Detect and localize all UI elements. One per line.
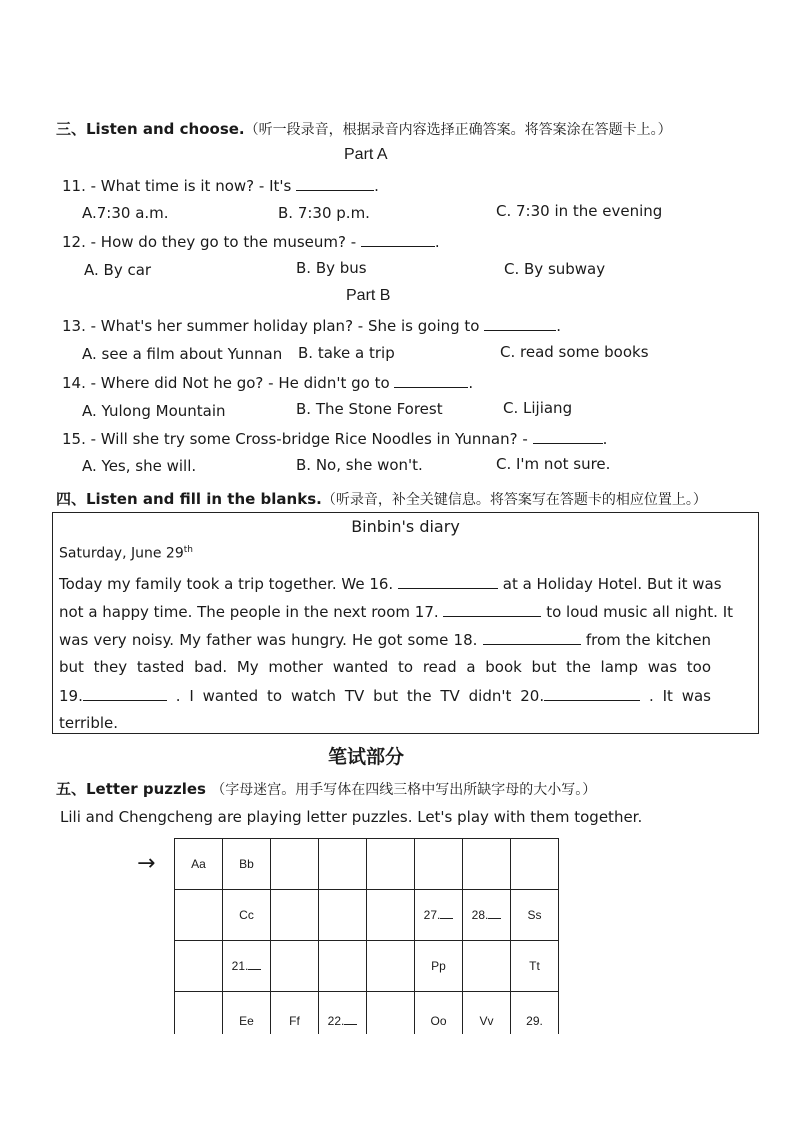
blank-19[interactable] [83, 686, 167, 701]
diary-date: Saturday, June 29th [59, 545, 193, 562]
answer-blank-15[interactable] [533, 429, 603, 444]
grid-cell [367, 992, 415, 1035]
q11-option-a: A.7:30 a.m. [82, 204, 169, 222]
grid-cell [175, 941, 223, 992]
q12-option-b: B. By bus [296, 259, 367, 277]
grid-cell [367, 941, 415, 992]
q15-option-c: C. I'm not sure. [496, 455, 611, 473]
grid-cell: Oo [415, 992, 463, 1035]
question-15: 15. - Will she try some Cross-bridge Rice Noodles in Yunnan? - . [62, 430, 608, 448]
grid-cell-29[interactable]: 29. [511, 992, 559, 1035]
grid-cell: Ee [223, 992, 271, 1035]
grid-cell: Tt [511, 941, 559, 992]
diary-title: Binbin's diary [351, 517, 460, 536]
grid-cell-21[interactable]: 21. [223, 941, 271, 992]
grid-cell [463, 839, 511, 890]
section5-note: （字母迷宫。用手写体在四线三格中写出所缺字母的大小写。） [211, 782, 597, 798]
section4-heading: 四、Listen and fill in the blanks.（听录音，补全关键信息。将答案写在答题卡的相应位置上。） [56, 490, 707, 508]
q12-option-c: C. By subway [504, 260, 606, 278]
grid-cell [175, 992, 223, 1035]
grid-cell: Ss [511, 890, 559, 941]
question-11: 11. - What time is it now? - It's . [62, 177, 379, 195]
grid-cell [175, 890, 223, 941]
blank-20[interactable] [544, 686, 640, 701]
answer-blank-11[interactable] [296, 176, 374, 191]
q11-option-b: B. 7:30 p.m. [278, 204, 370, 222]
blank-18[interactable] [483, 630, 581, 645]
grid-cell [319, 941, 367, 992]
diary-line-6: terrible. [59, 714, 119, 732]
grid-cell [271, 941, 319, 992]
q14-option-a: A. Yulong Mountain [82, 402, 226, 420]
q13-option-a: A. see a film about Yunnan [82, 345, 283, 363]
grid-cell-28[interactable]: 28. [463, 890, 511, 941]
diary-line-3: was very noisy. My father was hungry. He got some 18. from the kitchen [59, 631, 711, 649]
blank-16[interactable] [398, 574, 498, 589]
q15-option-b: B. No, she won't. [296, 456, 423, 474]
q11-option-c: C. 7:30 in the evening [496, 202, 663, 220]
grid-cell [319, 890, 367, 941]
grid-cell [463, 941, 511, 992]
answer-blank-12[interactable] [361, 232, 435, 247]
grid-cell [415, 839, 463, 890]
grid-cell: Aa [175, 839, 223, 890]
grid-cell: Cc [223, 890, 271, 941]
q14-option-b: B. The Stone Forest [296, 400, 443, 418]
letter-puzzle-grid [174, 838, 559, 1034]
grid-cell [319, 839, 367, 890]
diary-line-4: but they tasted bad. My mother wanted to read a book but the lamp was too [59, 658, 711, 676]
section3-heading: 三、Listen and choose.（听一段录音，根据录音内容选择正确答案。将答案涂在答题卡上。） [56, 120, 672, 138]
section5-intro: Lili and Chengcheng are playing letter puzzles. Let's play with them together. [60, 808, 643, 826]
diary-line-5: 19. . I wanted to watch TV but the TV didn't 20. . It was [59, 687, 711, 705]
diary-line-2: not a happy time. The people in the next room 17. to loud music all night. It [59, 603, 734, 621]
grid-cell [511, 839, 559, 890]
part-a-label: Part A [344, 146, 388, 163]
q13-option-b: B. take a trip [298, 344, 395, 362]
q13-option-c: C. read some books [500, 343, 649, 361]
question-14: 14. - Where did Not he go? - He didn't go to . [62, 374, 474, 392]
grid-cell-27[interactable]: 27. [415, 890, 463, 941]
grid-cell: Pp [415, 941, 463, 992]
answer-blank-14[interactable] [394, 373, 468, 388]
section4-note: （听录音，补全关键信息。将答案写在答题卡的相应位置上。） [321, 492, 707, 508]
q15-option-a: A. Yes, she will. [82, 457, 197, 475]
diary-box [52, 512, 759, 734]
part-b-label: Part B [346, 287, 391, 304]
blank-17[interactable] [443, 602, 541, 617]
grid-cell: Vv [463, 992, 511, 1035]
grid-cell: Ff [271, 992, 319, 1035]
grid-cell [271, 839, 319, 890]
start-arrow-icon: → [137, 851, 156, 876]
grid-cell: Bb [223, 839, 271, 890]
grid-cell [367, 839, 415, 890]
grid-cell [367, 890, 415, 941]
section3-note: （听一段录音，根据录音内容选择正确答案。将答案涂在答题卡上。） [244, 122, 672, 138]
grid-cell [271, 890, 319, 941]
grid-cell-22[interactable]: 22. [319, 992, 367, 1035]
section5-heading: 五、Letter puzzles （字母迷宫。用手写体在四线三格中写出所缺字母的大小写。） [56, 780, 597, 798]
diary-line-1: Today my family took a trip together. We 16. at a Holiday Hotel. But it was [59, 575, 722, 593]
q14-option-c: C. Lijiang [503, 399, 573, 417]
q12-option-a: A. By car [84, 261, 152, 279]
answer-blank-13[interactable] [484, 316, 556, 331]
question-12: 12. - How do they go to the museum? - . [62, 233, 440, 251]
written-part-title: 笔试部分 [328, 746, 405, 768]
question-13: 13. - What's her summer holiday plan? - She is going to . [62, 317, 562, 335]
